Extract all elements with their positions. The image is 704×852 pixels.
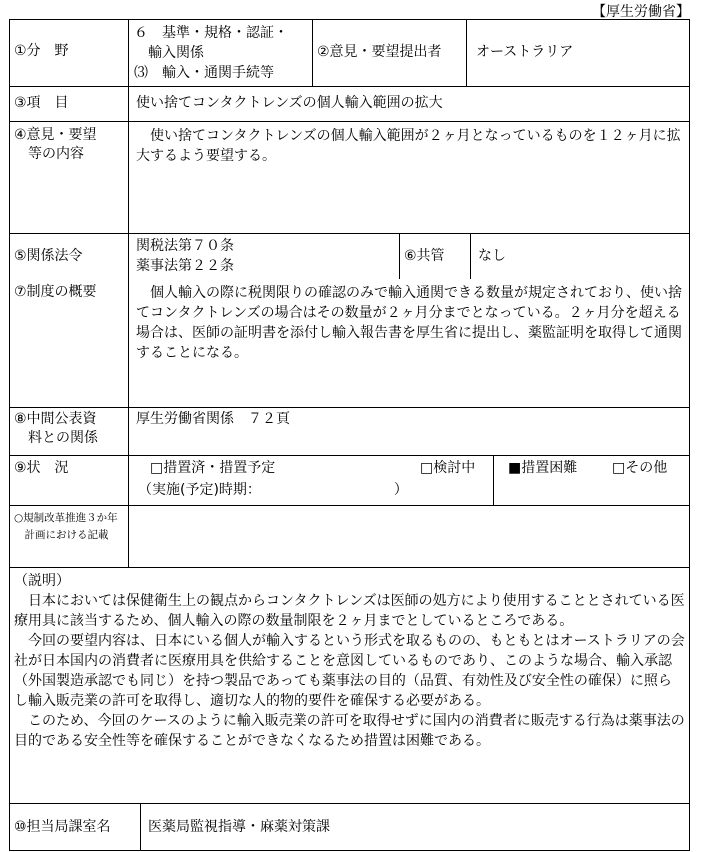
law-value: 薬事法第２２条: [136, 258, 234, 274]
explanation-section: [14, 571, 685, 751]
interim-label: [14, 410, 98, 448]
status-label: ⑨状 況: [14, 460, 69, 476]
field-value-line: 輸入関係: [134, 45, 204, 61]
status-option: [612, 459, 667, 478]
office-label: ⑩担当局課室名: [14, 819, 111, 835]
law-value: 関税法第７０条: [136, 238, 234, 254]
jurisdiction-value: なし: [478, 248, 506, 264]
request-label-line: ④意見・要望: [14, 127, 97, 143]
checkbox-icon: □: [150, 460, 164, 476]
ministry-tag: 【厚生労働省】: [592, 4, 690, 20]
plan-label: [14, 510, 118, 544]
office-value: 医薬局監視指導・麻薬対策課: [148, 819, 330, 835]
interim-label-line: ⑧中間公表資: [14, 411, 97, 427]
submitter-label: ②意見・要望提出者: [317, 44, 442, 60]
status-option: [508, 459, 577, 478]
field-value-line: ６ 基準・規格・認証・: [134, 25, 288, 41]
explanation-paragraph: 今回の要望内容は、日本にいる個人が輸入するという形式を取るものの、もともとはオーストラリアの会社が日本国内の消費者に医療用具を供給することを意図しているものであり、このような場合、輸入承認（外国製造承認でも同じ）を持つ製品であっても薬事法の目的（品質、有効性及び安全性の確保）に照らし輸入販売業の許可を取得し、適切な人的物的要件を確保する必要がある。: [14, 633, 685, 709]
submitter-value: オーストラリア: [476, 44, 574, 60]
interim-label-line: 料との関係: [14, 430, 98, 446]
field-value-line: ⑶ 輸入・通関手続等: [134, 65, 274, 81]
checkbox-icon: □: [612, 460, 626, 476]
status-option-label: 措置困難: [521, 460, 578, 476]
checkbox-icon: □: [420, 460, 434, 476]
status-option-label: 検討中: [433, 460, 476, 476]
plan-label-line: ○規制改革推進３か年: [14, 512, 118, 524]
explanation-paragraph: このため、今回のケースのように輸入販売業の許可を取得せずに国内の消費者に販売する行為は薬事法の目的である安全性等を確保することができなくなるため措置は困難である。: [14, 713, 685, 749]
field-value: [134, 23, 288, 83]
jurisdiction-label: ⑥共管: [404, 248, 445, 264]
status-option-label: 措置済・措置予定: [163, 460, 276, 476]
status-schedule: （実施(予定)時期： ）: [138, 482, 408, 498]
interim-value: 厚生労働省関係 ７２頁: [136, 411, 290, 427]
explanation-heading: （説明）: [14, 573, 70, 589]
item-value: 使い捨てコンタクトレンズの個人輸入範囲の拡大: [136, 95, 443, 111]
request-label: [14, 126, 97, 164]
request-paragraph: 使い捨てコンタクトレンズの個人輸入範囲が２ヶ月となっているものを１２ヶ月に拡大するよう要望する。: [136, 128, 681, 164]
request-label-line: 等の内容: [14, 146, 84, 162]
status-option-label: その他: [625, 460, 668, 476]
system-paragraph: 個人輸入の際に税関限りの確認のみで輸入通関できる数量が規定されており、使い捨てコンタクトレンズの場合はその数量が２ヶ月分までとなっている。２ヶ月分を超える場合は、医師の証明書を添付し輸入報告書を厚生省に提出し、薬監証明を取得して通関することになる。: [136, 285, 682, 361]
field-label: ①分 野: [14, 43, 69, 59]
status-option: [150, 459, 275, 478]
law-label: ⑤関係法令: [14, 248, 83, 264]
plan-label-line: 計画における記載: [14, 529, 109, 541]
law-values: [136, 236, 234, 276]
explanation-paragraph: 日本においては保健衛生上の観点からコンタクトレンズは医師の処方により使用することとされている医療用具に該当するため、個人輸入の際の数量制限を２ヶ月までとしているところである。: [14, 593, 685, 629]
item-label: ③項 目: [14, 95, 69, 111]
status-option: [420, 459, 475, 478]
checkbox-checked-icon: ■: [508, 460, 522, 476]
request-text: [136, 126, 684, 166]
system-text: [136, 283, 684, 363]
system-label: ⑦制度の概要: [14, 284, 97, 300]
